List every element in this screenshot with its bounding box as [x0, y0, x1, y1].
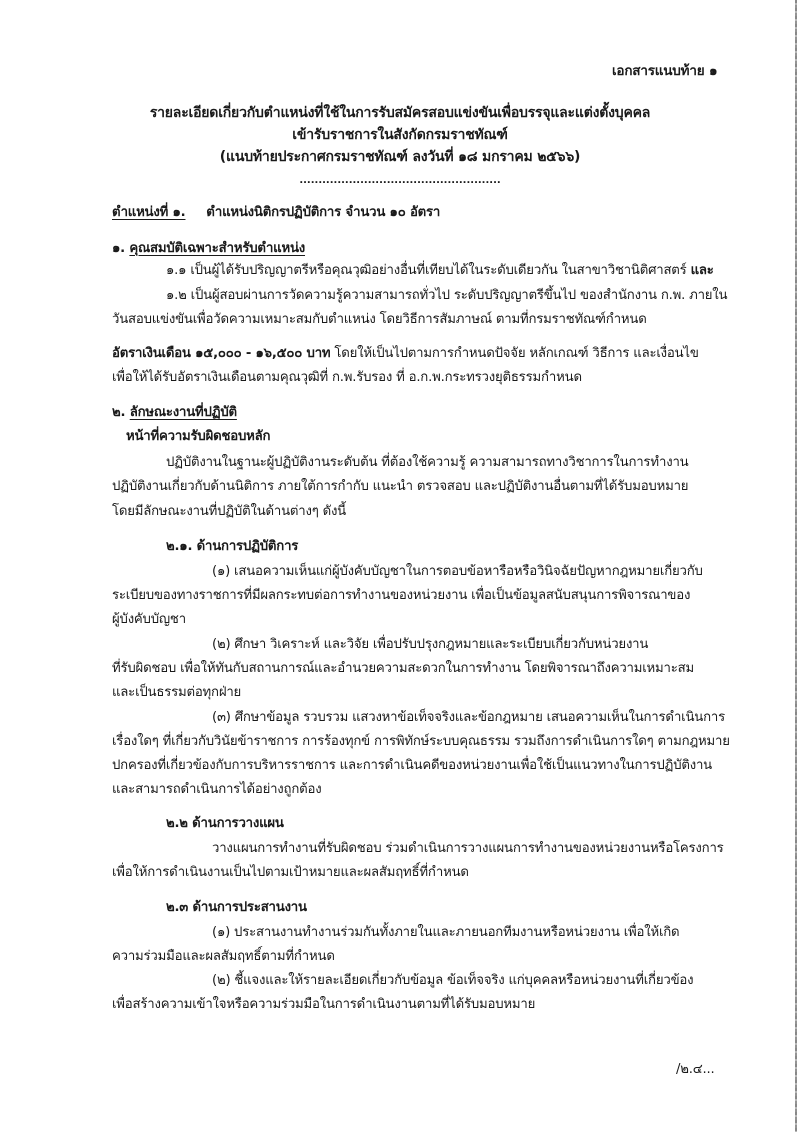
salary-line-2: เพื่อให้ได้รับอัตราเงินเดือนตามคุณวุฒิที่ ก.พ.รับรอง ที่ อ.ก.พ.กระทรวงยุติธรรมกำหนด: [112, 370, 582, 385]
section-2-number: ๒.: [112, 405, 126, 420]
section-1-heading-row: [112, 240, 305, 258]
section-2-1-p3-line-2: เรื่องใดๆ ที่เกี่ยวกับวินัยข้าราชการ การร้องทุกข์ การพิทักษ์ระบบคุณธรรม รวมถึงการดำเนินการใดๆ ตามกฎหมาย: [112, 734, 730, 749]
section-2-1-p1-line-3: ผู้บังคับบัญชา: [112, 612, 186, 627]
section-2-1-p1-line-2: ระเบียบของทางราชการที่มีผลกระทบต่อการทำงานของหน่วยงาน เพื่อเป็นข้อมูลสนับสนุนการพิจารณาของ: [112, 588, 691, 603]
section-2-1-p2-line-2: ที่รับผิดชอบ เพื่อให้ทันกับสถานการณ์และอำนวยความสะดวกในการทำงาน โดยพิจารณาถึงความเหมาะสม: [112, 661, 694, 676]
document-title-line-1: รายละเอียดเกี่ยวกับตำแหน่งที่ใช้ในการรับสมัครสอบแข่งขันเพื่อบรรจุและแต่งตั้งบุคคล: [149, 105, 651, 121]
salary-conditions: โดยให้เป็นไปตามการกำหนดปัจจัย หลักเกณฑ์ วิธีการ และเงื่อนไข: [334, 346, 699, 361]
position-block: [112, 204, 440, 222]
section-2-subheading: หน้าที่ความรับผิดชอบหลัก: [126, 429, 271, 444]
document-title-line-3: (แนบท้ายประกาศกรมราชทัณฑ์ ลงวันที่ ๑๘ มกราคม ๒๕๖๖): [219, 149, 581, 165]
salary-line-1: [112, 345, 699, 363]
qualification-1-1-and: และ: [690, 263, 714, 278]
section-2-intro-line-2: ปฏิบัติงานเกี่ยวกับด้านนิติการ ภายใต้การกำกับ แนะนำ ตรวจสอบ และปฏิบัติงานอื่นตามที่ได้รับมอบหมาย: [112, 479, 689, 494]
section-2-3-p1-line-2: ความร่วมมือและผลสัมฤทธิ์ตามที่กำหนด: [112, 949, 335, 964]
annex-label: เอกสารแนบท้าย ๑: [612, 63, 718, 79]
section-2-3-p1-line-1: (๑) ประสานงานทำงานร่วมกันทั้งภายในและภายนอกทีมงานหรือหน่วยงาน เพื่อให้เกิด: [212, 925, 680, 940]
position-label: ตำแหน่งที่ ๑.: [112, 205, 186, 220]
section-1-heading: คุณสมบัติเฉพาะสำหรับตำแหน่ง: [129, 241, 306, 256]
salary-label: อัตราเงินเดือน ๑๕,๐๐๐ - ๑๖,๕๐๐ บาท: [112, 346, 331, 361]
section-2-intro-line-1: ปฏิบัติงานในฐานะผู้ปฏิบัติงานระดับต้น ที่ต้องใช้ความรู้ ความสามารถทางวิชาการในการทำงาน: [166, 455, 689, 470]
scan-edge: [795, 0, 797, 1132]
section-2-2-heading: ๒.๒ ด้านการวางแผน: [166, 816, 284, 831]
section-2-1-p2-line-1: (๒) ศึกษา วิเคราะห์ และวิจัย เพื่อปรับปรุงกฎหมายและระเบียบเกี่ยวกับหน่วยงาน: [212, 637, 649, 652]
section-2-heading-row: [112, 404, 237, 422]
document-title-line-2: เข้ารับราชการในสังกัดกรมราชทัณฑ์: [292, 127, 508, 143]
qualification-1-2-line-1: ๑.๒ เป็นผู้สอบผ่านการวัดความรู้ความสามารถทั่วไป ระดับปริญญาตรีขึ้นไป ของสำนักงาน ก.พ. ภายใน: [166, 288, 728, 303]
qualification-1-1-text: ๑.๑ เป็นผู้ได้รับปริญญาตรีหรือคุณวุฒิอย่างอื่นที่เทียบได้ในระดับเดียวกัน ในสาขาวิชานิติศาสตร์: [166, 263, 687, 278]
section-2-1-p3-line-3: ปกครองที่เกี่ยวข้องกับการบริหารราชการ และการดำเนินคดีของหน่วยงานเพื่อใช้เป็นแนวทางในการปฏิบัติงาน: [112, 758, 712, 773]
section-2-heading: ลักษณะงานที่ปฏิบัติ: [129, 405, 237, 420]
title-divider: .....................................................: [299, 175, 501, 186]
position-title: ตำแหน่งนิติกรปฏิบัติการ จำนวน ๑๐ อัตรา: [206, 205, 441, 220]
section-2-1-p2-line-3: และเป็นธรรมต่อทุกฝ่าย: [112, 685, 242, 700]
qualification-1-1: [166, 262, 714, 280]
section-2-1-heading: ๒.๑. ด้านการปฏิบัติการ: [166, 539, 299, 554]
section-2-3-heading: ๒.๓ ด้านการประสานงาน: [166, 900, 307, 915]
section-2-1-p3-line-4: และสามารถดำเนินการได้อย่างถูกต้อง: [112, 782, 322, 797]
page-continuation-marker: /๒.๔...: [676, 1062, 715, 1077]
section-1-number: ๑.: [112, 241, 125, 256]
section-2-3-p2-line-1: (๒) ชี้แจงและให้รายละเอียดเกี่ยวกับข้อมูล ข้อเท็จจริง แก่บุคคลหรือหน่วยงานที่เกี่ยวข้อง: [212, 973, 694, 988]
section-2-intro-line-3: โดยมีลักษณะงานที่ปฏิบัติในด้านต่างๆ ดังนี้: [112, 504, 346, 519]
section-2-2-p1-line-2: เพื่อให้การดำเนินงานเป็นไปตามเป้าหมายและผลสัมฤทธิ์ที่กำหนด: [112, 865, 469, 880]
section-2-1-p3-line-1: (๓) ศึกษาข้อมูล รวบรวม แสวงหาข้อเท็จจริงและข้อกฎหมาย เสนอความเห็นในการดำเนินการ: [212, 710, 725, 725]
qualification-1-2-line-2: วันสอบแข่งขันเพื่อวัดความเหมาะสมกับตำแหน่ง โดยวิธีการสัมภาษณ์ ตามที่กรมราชทัณฑ์กำหนด: [112, 312, 647, 327]
section-2-2-p1-line-1: วางแผนการทำงานที่รับผิดชอบ ร่วมดำเนินการวางแผนการทำงานของหน่วยงานหรือโครงการ: [212, 841, 724, 856]
section-2-3-p2-line-2: เพื่อสร้างความเข้าใจหรือความร่วมมือในการดำเนินงานตามที่ได้รับมอบหมาย: [112, 997, 536, 1012]
section-2-1-p1-line-1: (๑) เสนอความเห็นแก่ผู้บังคับบัญชาในการตอบข้อหารือหรือวินิจฉัยปัญหากฎหมายเกี่ยวกับ: [212, 564, 703, 579]
